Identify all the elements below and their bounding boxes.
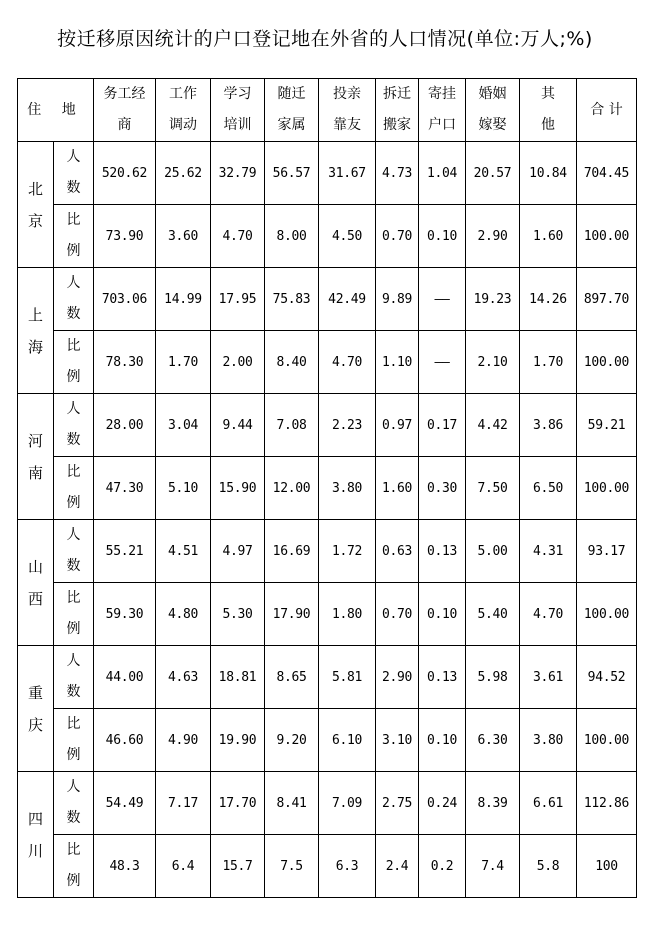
table-cell: 4.51 [156,520,211,583]
table-row [18,520,637,583]
table-cell: 4.70 [211,205,265,268]
table-cell: 0.97 [376,394,419,457]
table-cell: —— [419,331,466,394]
table-cell: 1.10 [376,331,419,394]
table-title: 按迁移原因统计的户口登记地在外省的人口情况(单位:万人;%) [57,28,593,50]
table-row [18,457,637,520]
table-cell: 2.90 [376,646,419,709]
table-cell: 100 [577,835,637,898]
table-cell: 7.50 [466,457,520,520]
table-cell: 2.75 [376,772,419,835]
table-cell: 94.52 [577,646,637,709]
table-row [18,268,637,331]
table-cell: 47.30 [94,457,156,520]
table-cell: 7.09 [319,772,376,835]
province-name: 上 海 [18,268,54,394]
row-label-count: 人 数 [54,394,94,457]
table-cell: 15.7 [211,835,265,898]
table-row [18,646,637,709]
row-label-count: 人 数 [54,520,94,583]
table-cell: 1.04 [419,142,466,205]
table-cell: 7.08 [265,394,319,457]
table-cell: 0.70 [376,583,419,646]
table-row [18,772,637,835]
row-label-ratio: 比 例 [54,835,94,898]
table-cell: 46.60 [94,709,156,772]
table-cell: 5.8 [520,835,577,898]
table-cell: 5.10 [156,457,211,520]
table-cell: 12.00 [265,457,319,520]
table-cell: 0.10 [419,709,466,772]
table-cell: 3.60 [156,205,211,268]
row-label-ratio: 比 例 [54,583,94,646]
table-cell: 0.24 [419,772,466,835]
table-cell: 93.17 [577,520,637,583]
table-cell: 73.90 [94,205,156,268]
table-cell: 55.21 [94,520,156,583]
table-cell: 5.40 [466,583,520,646]
header-location: 住 地 [18,79,94,142]
table-cell: 28.00 [94,394,156,457]
table-cell: 1.72 [319,520,376,583]
table-cell: 4.31 [520,520,577,583]
table-cell: 7.4 [466,835,520,898]
table-row [18,331,637,394]
table-cell: 3.10 [376,709,419,772]
table-cell: 4.90 [156,709,211,772]
table-cell: 75.83 [265,268,319,331]
table-cell: 3.04 [156,394,211,457]
table-row [18,205,637,268]
table-cell: 4.42 [466,394,520,457]
table-cell: 7.17 [156,772,211,835]
table-cell: 1.60 [376,457,419,520]
table-cell: 18.81 [211,646,265,709]
table-cell: 1.70 [520,331,577,394]
table-cell: 100.00 [577,583,637,646]
header-col: 其 他 [520,79,577,142]
table-cell: 0.70 [376,205,419,268]
table-cell: 6.50 [520,457,577,520]
table-cell: 2.00 [211,331,265,394]
table-cell: 5.98 [466,646,520,709]
table-cell: 25.62 [156,142,211,205]
migration-table [17,78,637,898]
table-cell: 10.84 [520,142,577,205]
table-cell: 31.67 [319,142,376,205]
table-cell: 0.13 [419,520,466,583]
table-cell: 56.57 [265,142,319,205]
table-cell: 0.30 [419,457,466,520]
table-cell: 2.90 [466,205,520,268]
row-label-count: 人 数 [54,268,94,331]
province-name: 重 庆 [18,646,54,772]
table-row [18,709,637,772]
table-cell: 15.90 [211,457,265,520]
table-cell: 42.49 [319,268,376,331]
table-cell: 32.79 [211,142,265,205]
table-cell: 100.00 [577,457,637,520]
table-cell: —— [419,268,466,331]
province-name: 北 京 [18,142,54,268]
table-cell: 17.95 [211,268,265,331]
table-cell: 17.90 [265,583,319,646]
header-col: 拆迁 搬家 [376,79,419,142]
province-name: 河 南 [18,394,54,520]
table-cell: 8.41 [265,772,319,835]
table-cell: 4.73 [376,142,419,205]
table-cell: 44.00 [94,646,156,709]
header-row [18,79,637,142]
table-cell: 19.90 [211,709,265,772]
table-cell: 5.81 [319,646,376,709]
table-cell: 6.3 [319,835,376,898]
table-cell: 9.89 [376,268,419,331]
table-cell: 4.70 [520,583,577,646]
header-col: 务工经 商 [94,79,156,142]
table-cell: 59.30 [94,583,156,646]
table-cell: 7.5 [265,835,319,898]
table-cell: 8.39 [466,772,520,835]
header-col: 学习 培训 [211,79,265,142]
table-row [18,394,637,457]
table-cell: 16.69 [265,520,319,583]
table-cell: 9.44 [211,394,265,457]
table-cell: 4.50 [319,205,376,268]
table-cell: 100.00 [577,709,637,772]
table-row [18,142,637,205]
row-label-ratio: 比 例 [54,457,94,520]
table-cell: 0.2 [419,835,466,898]
table-cell: 48.3 [94,835,156,898]
row-label-count: 人 数 [54,142,94,205]
table-cell: 0.10 [419,205,466,268]
province-name: 山 西 [18,520,54,646]
row-label-count: 人 数 [54,646,94,709]
table-cell: 2.10 [466,331,520,394]
table-cell: 3.86 [520,394,577,457]
table-cell: 0.17 [419,394,466,457]
table-cell: 8.00 [265,205,319,268]
header-col: 随迁 家属 [265,79,319,142]
table-cell: 1.80 [319,583,376,646]
table-cell: 14.99 [156,268,211,331]
table-cell: 78.30 [94,331,156,394]
table-cell: 2.4 [376,835,419,898]
table-cell: 5.00 [466,520,520,583]
table-cell: 0.13 [419,646,466,709]
table-cell: 704.45 [577,142,637,205]
table-cell: 0.10 [419,583,466,646]
table-cell: 6.61 [520,772,577,835]
table-cell: 2.23 [319,394,376,457]
table-cell: 4.70 [319,331,376,394]
table-cell: 112.86 [577,772,637,835]
header-col: 投亲 靠友 [319,79,376,142]
table-cell: 4.80 [156,583,211,646]
table-cell: 8.40 [265,331,319,394]
table-cell: 19.23 [466,268,520,331]
table-cell: 520.62 [94,142,156,205]
row-label-ratio: 比 例 [54,331,94,394]
table-cell: 3.80 [319,457,376,520]
table-cell: 703.06 [94,268,156,331]
table-cell: 1.70 [156,331,211,394]
row-label-count: 人 数 [54,772,94,835]
header-col: 寄挂 户口 [419,79,466,142]
table-cell: 59.21 [577,394,637,457]
table-cell: 14.26 [520,268,577,331]
table-cell: 6.4 [156,835,211,898]
table-cell: 17.70 [211,772,265,835]
table-cell: 8.65 [265,646,319,709]
table-cell: 54.49 [94,772,156,835]
table-cell: 5.30 [211,583,265,646]
table-cell: 897.70 [577,268,637,331]
row-label-ratio: 比 例 [54,709,94,772]
table-row [18,835,637,898]
table-cell: 100.00 [577,205,637,268]
table-cell: 4.63 [156,646,211,709]
table-cell: 6.30 [466,709,520,772]
table-cell: 6.10 [319,709,376,772]
table-cell: 4.97 [211,520,265,583]
table-cell: 20.57 [466,142,520,205]
province-name: 四 川 [18,772,54,898]
table-cell: 1.60 [520,205,577,268]
table-cell: 3.61 [520,646,577,709]
header-col: 婚姻 嫁娶 [466,79,520,142]
table-cell: 3.80 [520,709,577,772]
table-cell: 100.00 [577,331,637,394]
header-col: 工作 调动 [156,79,211,142]
table-row [18,583,637,646]
row-label-ratio: 比 例 [54,205,94,268]
header-col-total: 合 计 [577,79,637,142]
table-cell: 0.63 [376,520,419,583]
table-cell: 9.20 [265,709,319,772]
